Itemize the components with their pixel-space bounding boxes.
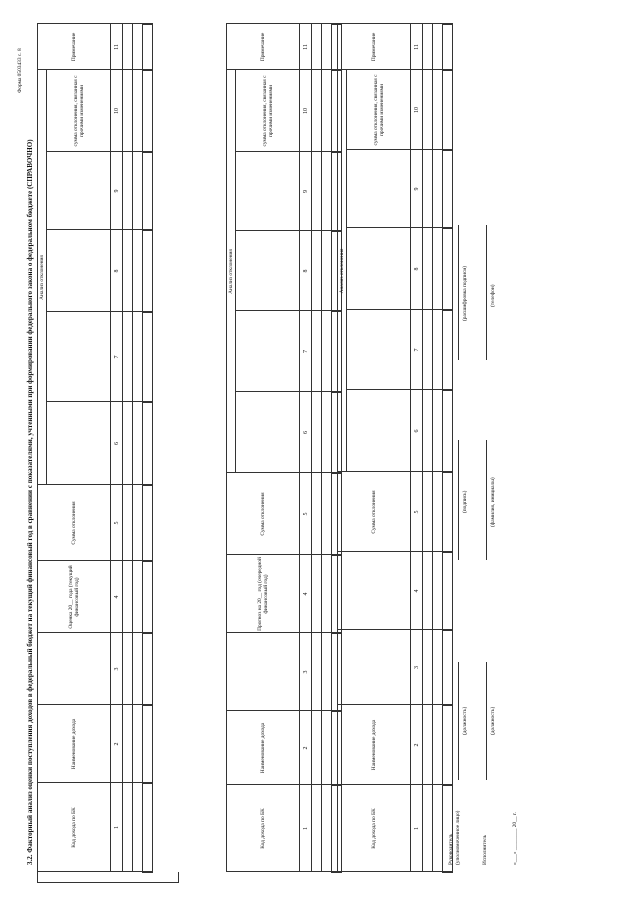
decoding-caption: (расшифровка подписи) [462, 265, 468, 321]
group-deviation-analysis: Анализ отклонения [38, 70, 47, 485]
col-num: 10 [411, 70, 423, 150]
position-caption: (должность) [462, 706, 468, 735]
col-deviation: Сумма отклонения [227, 473, 300, 555]
col-num: 2 [411, 705, 423, 785]
col-admin [347, 228, 411, 310]
col-name: Наименование дохода [227, 711, 300, 785]
col-regulatory [47, 152, 111, 230]
head-signature-line [458, 440, 459, 560]
col-deviation: Сумма отклонения [338, 472, 411, 552]
executor-name-caption: (фамилия, инициалы) [490, 477, 496, 527]
col-num: 9 [300, 152, 312, 231]
col-code: Код дохода по БК [338, 785, 411, 872]
col-note: Примечание [227, 24, 300, 70]
col-macro [236, 311, 300, 392]
table-row [433, 24, 443, 872]
col-legislative [47, 402, 111, 485]
table-row [123, 24, 133, 872]
col-num: 4 [111, 561, 123, 633]
table-3-3-2 [337, 23, 453, 873]
col-legislative [236, 392, 300, 473]
col-num: 7 [111, 312, 123, 402]
col-macro [347, 310, 411, 390]
col-num: 3 [411, 630, 423, 705]
col-num: 7 [411, 310, 423, 390]
table-row [423, 24, 433, 872]
date-line: «___» ________ 20__ г. [512, 812, 518, 865]
col-num: 11 [111, 24, 123, 70]
head-label: Руководитель [448, 833, 454, 865]
col-code: Код дохода по БК [38, 783, 111, 872]
table-3-2 [37, 23, 153, 873]
form-code: Форма 0503433 с. 8 [17, 48, 23, 93]
executor-position-caption: (должность) [490, 706, 496, 735]
col-regulatory [347, 150, 411, 228]
table-3-3-1 [226, 23, 342, 873]
col-num: 8 [411, 228, 423, 310]
col-num: 9 [411, 150, 423, 228]
col-num: 11 [411, 24, 423, 70]
col-num: 10 [300, 70, 312, 152]
col-forecast [338, 552, 411, 630]
col-forecast: Прогноз на 20__ год (очередной финансовый год) [227, 555, 300, 633]
head-position-line [458, 662, 459, 780]
phone-caption: (телефон) [490, 284, 496, 307]
col-budget [338, 630, 411, 705]
col-num: 3 [111, 633, 123, 705]
col-num: 9 [111, 152, 123, 230]
col-num: 2 [300, 711, 312, 785]
table-row [312, 24, 322, 872]
executor-position-line [486, 662, 487, 780]
col-num: 1 [300, 785, 312, 872]
col-num: 6 [411, 390, 423, 472]
col-budget [227, 633, 300, 711]
bracket-left [37, 872, 179, 883]
col-num: 1 [411, 785, 423, 872]
group-deviation-analysis: Анализ отклонения [338, 70, 347, 472]
col-deviation: Сумма отклонения [38, 485, 111, 561]
col-legislative [347, 390, 411, 472]
col-admin [236, 231, 300, 311]
col-num: 1 [111, 783, 123, 872]
col-note: Примечание [38, 24, 111, 70]
col-num: 6 [111, 402, 123, 485]
col-num: 10 [111, 70, 123, 152]
col-num: 8 [111, 230, 123, 312]
col-num: 8 [300, 231, 312, 311]
col-name: Наименование дохода [338, 705, 411, 785]
col-num: 4 [300, 555, 312, 633]
col-num: 11 [300, 24, 312, 70]
col-admin [47, 230, 111, 312]
table-row [133, 24, 143, 872]
col-num: 7 [300, 311, 312, 392]
head-label-2: (уполномоченное лицо) [455, 810, 461, 865]
col-estimate: Оценка 20__ года (текущий финансовый год) [38, 561, 111, 633]
group-deviation-analysis: Анализ отклонения [227, 70, 236, 473]
table-row [322, 24, 332, 872]
col-num: 4 [411, 552, 423, 630]
col-num: 3 [300, 633, 312, 711]
col-code: Код дохода по БК [227, 785, 300, 872]
executor-name-line [486, 440, 487, 560]
col-other: сумма отклонения, связанная с прочими изменениями [347, 70, 411, 150]
col-num: 5 [300, 473, 312, 555]
col-other: сумма отклонения, связанная с прочими изменениями [236, 70, 300, 152]
col-note: Примечание [338, 24, 411, 70]
executor-label: Исполнитель [482, 834, 488, 865]
table-row [443, 24, 453, 872]
signature-caption: (подпись) [462, 490, 468, 513]
col-num: 6 [300, 392, 312, 473]
col-budget [38, 633, 111, 705]
col-regulatory [236, 152, 300, 231]
section-3-2-title: 3.2. Факторный анализ оценки поступления доходов в федеральный бюджет на текущий финансовый год в сравнении с показателями, учтенными при формировании федерального закона о федеральном бюджете (СПРАВОЧНО) [26, 139, 34, 865]
col-num: 5 [411, 472, 423, 552]
head-decoding-line [458, 225, 459, 360]
col-name: Наименование дохода [38, 705, 111, 783]
col-num: 5 [111, 485, 123, 561]
col-other: сумма отклонения, связанная с прочими изменениями [47, 70, 111, 152]
phone-line [486, 225, 487, 360]
col-macro [47, 312, 111, 402]
table-row [143, 24, 153, 872]
col-num: 2 [111, 705, 123, 783]
